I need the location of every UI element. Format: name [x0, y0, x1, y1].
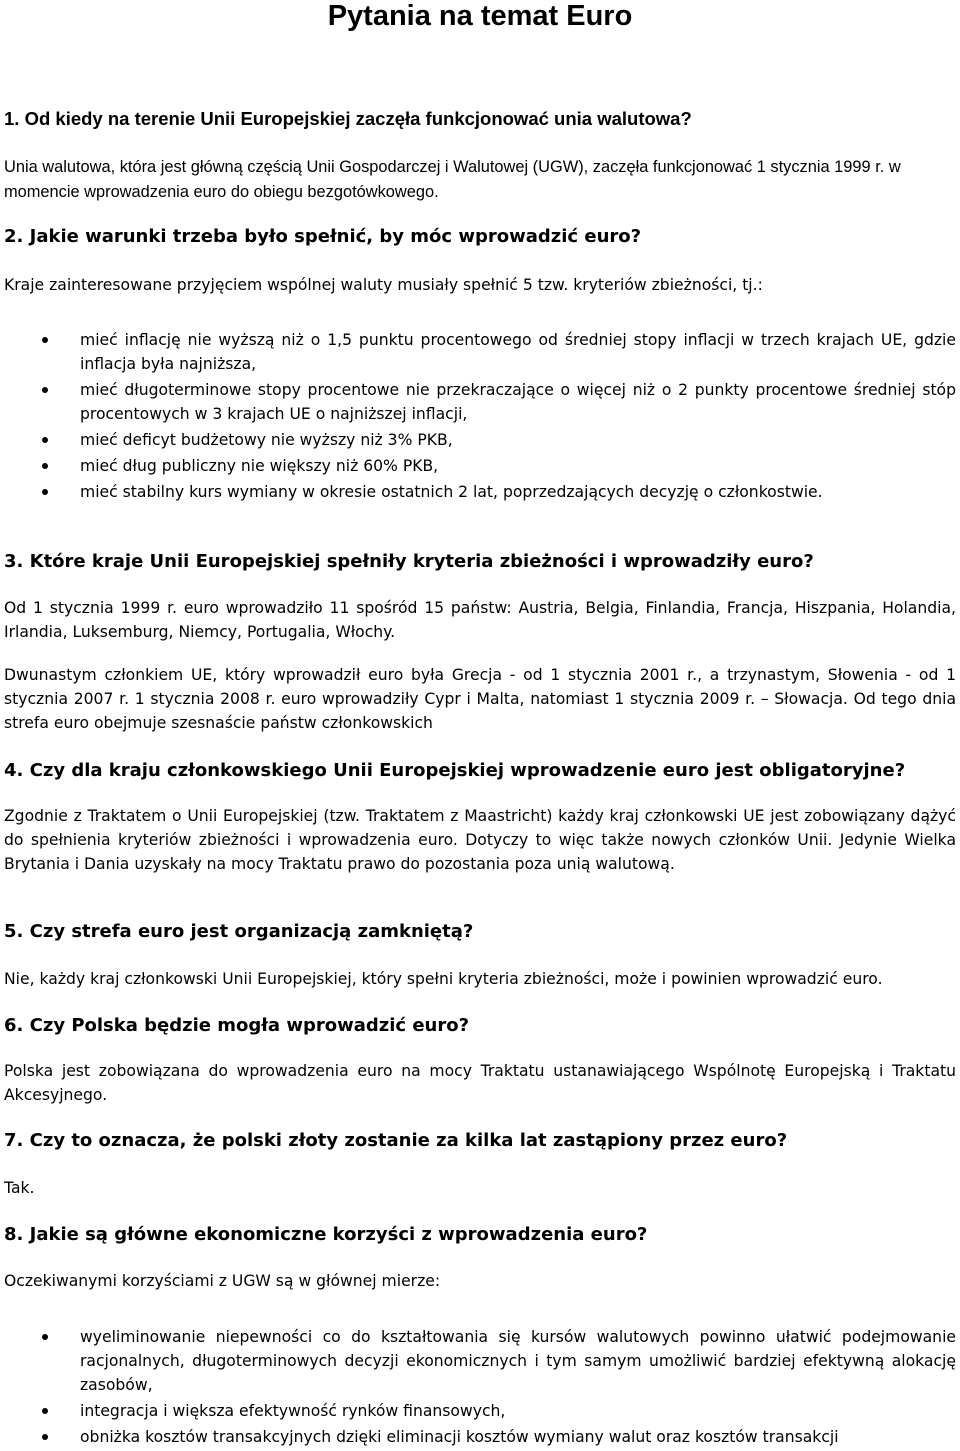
answer-6: Polska jest zobowiązana do wprowadzenia euro na mocy Traktatu ustanawiającego Wspólnotę Europejską i Traktatu Akcesyjnego. [4, 1062, 956, 1104]
answer-4: Zgodnie z Traktatem o Unii Europejskiej (tzw. Traktatem z Maastricht) każdy kraj członkowski UE jest zobowiązany dążyć do spełnienia kryteriów zbieżności i wprowadzenia euro. Dotyczy to więc także nowych członków Unii. Jedynie Wielka Brytania i Dania uzyskały na mocy Traktatu prawo do pozostania poza unią walutową. [4, 807, 956, 873]
list-item-text: obniżka kosztów transakcyjnych dzięki eliminacji kosztów wymiany walut oraz kosztów transakcji [80, 1428, 839, 1446]
answer-1: Unia walutowa, która jest główną częścią Unii Gospodarczej i Walutowej (UGW), zaczęła funkcjonować 1 stycznia 1999 r. w momencie wprowadzenia euro do obiegu bezgotówkowego. [4, 158, 901, 201]
list-item [4, 480, 956, 504]
question-8: 8. Jakie są główne ekonomiczne korzyści z wprowadzenia euro? [4, 1224, 648, 1245]
list-item-text: mieć stabilny kurs wymiany w okresie ostatnich 2 lat, poprzedzających decyzję o członkostwie. [80, 483, 823, 501]
list-item [4, 1325, 956, 1397]
list-item [4, 328, 956, 376]
answer-7: Tak. [4, 1179, 35, 1197]
bullet-icon [42, 337, 48, 343]
bullet-icon [42, 1334, 48, 1340]
question-4: 4. Czy dla kraju członkowskiego Unii Europejskiej wprowadzenie euro jest obligatoryjne? [4, 760, 906, 781]
page-title: Pytania na temat Euro [327, 0, 633, 32]
question-6: 6. Czy Polska będzie mogła wprowadzić euro? [4, 1015, 470, 1036]
question-2: 2. Jakie warunki trzeba było spełnić, by móc wprowadzić euro? [4, 226, 642, 247]
bullet-icon [42, 1434, 48, 1440]
list-item [4, 454, 956, 478]
answer-3-para-1: Od 1 stycznia 1999 r. euro wprowadziło 11 spośród 15 państw: Austria, Belgia, Finlandia, Francja, Hiszpania, Holandia, Irlandia, Luksemburg, Niemcy, Portugalia, Włochy. [4, 599, 956, 641]
list-item [4, 1399, 956, 1423]
list-item-text: integracja i większa efektywność rynków finansowych, [80, 1402, 506, 1420]
question-5: 5. Czy strefa euro jest organizacją zamkniętą? [4, 921, 474, 942]
answer-3-para-2: Dwunastym członkiem UE, który wprowadził euro była Grecja - od 1 stycznia 2001 r., a trzynastym, Słowenia - od 1 stycznia 2007 r. 1 stycznia 2008 r. euro wprowadziły Cypr i Malta, natomiast 1 stycznia 2009 r. – Słowacja. Od tego dnia strefa euro obejmuje szesnaście państw członkowskich [4, 666, 956, 732]
bullet-icon [42, 489, 48, 495]
bullet-icon [42, 387, 48, 393]
list-item-text: mieć inflację nie wyższą niż o 1,5 punktu procentowego od średniej stopy inflacji w trzech krajach UE, gdzie inflacja była najniższa, [80, 331, 956, 373]
answer-2-intro: Kraje zainteresowane przyjęciem wspólnej waluty musiały spełnić 5 tzw. kryteriów zbieżności, tj.: [4, 276, 763, 294]
list-item [4, 1425, 956, 1449]
list-item-text: mieć dług publiczny nie większy niż 60% PKB, [80, 457, 439, 475]
question-3: 3. Które kraje Unii Europejskiej spełniły kryteria zbieżności i wprowadziły euro? [4, 551, 814, 572]
list-item-text: mieć deficyt budżetowy nie wyższy niż 3% PKB, [80, 431, 453, 449]
answer-5: Nie, każdy kraj członkowski Unii Europejskiej, który spełni kryteria zbieżności, może i powinien wprowadzić euro. [4, 970, 883, 988]
bullet-icon [42, 1408, 48, 1414]
list-item-text: wyeliminowanie niepewności co do kształtowania się kursów walutowych powinno ułatwić podejmowanie racjonalnych, długoterminowych decyzji ekonomicznych i tym samym umożliwić bardziej efektywną alokację zasobów, [80, 1328, 956, 1394]
question-7: 7. Czy to oznacza, że polski złoty zostanie za kilka lat zastąpiony przez euro? [4, 1130, 788, 1151]
bullet-icon [42, 463, 48, 469]
benefits-list [4, 1325, 956, 1451]
list-item [4, 378, 956, 426]
bullet-icon [42, 437, 48, 443]
list-item-text: mieć długoterminowe stopy procentowe nie przekraczające o więcej niż o 2 punkty procentowe średniej stóp procentowych w 3 krajach UE o najniższej inflacji, [80, 381, 956, 423]
question-1: 1. Od kiedy na terenie Unii Europejskiej zaczęła funkcjonować unia walutowa? [4, 108, 692, 129]
list-item [4, 428, 956, 452]
answer-8-intro: Oczekiwanymi korzyściami z UGW są w głównej mierze: [4, 1272, 441, 1290]
criteria-list [4, 328, 956, 506]
